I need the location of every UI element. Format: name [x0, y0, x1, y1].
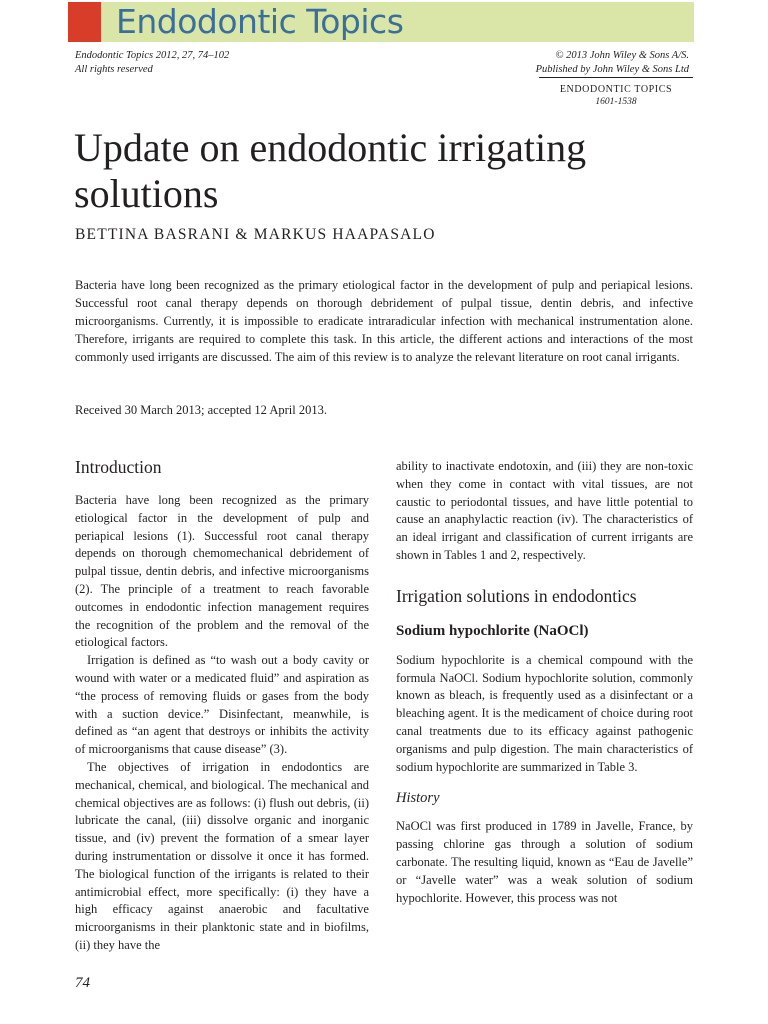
intro-paragraph: The objectives of irrigation in endodontics are mechanical, chemical, and biological. The mechanical and chemical objectives are as follows: (i) flush out debris, (ii) lubricate the canal, (iii) dissolve organic and inorganic tissue, and (iv) prevent the formation of a smear layer during instrumentation or dissolve it once it has formed. The biological function of the irrigants is related to their antimicrobial effect, more specifically: (i) they have a high efficacy against anaerobic and facultative microorganisms in their planktonic state and in biofilms, (ii) they have the — [75, 759, 369, 952]
journal-name: ENDODONTIC TOPICS — [559, 84, 673, 95]
history-paragraph: NaOCl was first produced in 1789 in Javelle, France, by passing chlorine gas through a solution of sodium carbonate. The resulting liquid, known as “Eau de Javelle” or “Javelle water” was a weak solution of sodium hypochlorite. However, this process was not — [396, 819, 693, 905]
journal-issn: 1601-1538 — [595, 97, 637, 107]
intro-paragraph: Bacteria have long been recognized as the primary etiological factor in the development of pulp and periapical lesions (1). Successful root canal therapy depends on thorough chemomechanical debridement of pulpal tissue, dentin debris, and infective microorganisms (2). The principle of a treatment to reach favorable outcomes in endodontic infection management requires the recognition of the problem and the removal of the etiological factors. — [75, 493, 369, 650]
received-date: Received 30 March 2013; accepted 12 April 2013. — [75, 403, 328, 417]
section-heading: Irrigation solutions in endodontics — [396, 585, 637, 606]
intro-paragraph: Irrigation is defined as “to wash out a body cavity or wound with water or a medicated fluid” and aspiration as “the process of removing fluids or gases from the body with a suction device.” Disinfectant, meanwhile, is defined as “an agent that destroys or inhibits the activity of microorganisms that cause disease” (3). — [75, 653, 369, 757]
masthead-accent-block — [68, 2, 101, 42]
history-heading: History — [396, 790, 440, 807]
journal-identifier — [539, 77, 693, 109]
citation-line: Endodontic Topics 2012, 27, 74–102 — [75, 50, 230, 61]
article-title: Update on endodontic irrigating solutions — [74, 125, 587, 216]
subsection-heading: Sodium hypochlorite (NaOCl) — [396, 622, 589, 639]
subsection-paragraph: Sodium hypochlorite is a chemical compound with the formula NaOCl. Sodium hypochlorite solution, commonly known as bleach, is frequently used as a disinfectant or a bleaching agent. It is the medicament of choice during root canal treatments due to its efficacy against pathogenic organisms and pulp digestion. The main characteristics of sodium hypochlorite are summarized in Table 3. — [396, 652, 693, 774]
article-authors: BETTINA BASRANI & MARKUS HAAPASALO — [75, 226, 436, 243]
publisher-block — [536, 49, 689, 77]
publisher-line: Published by John Wiley & Sons Ltd — [535, 64, 689, 75]
continuation-paragraph: ability to inactivate endotoxin, and (iii) they are non-toxic when they come in contact with vital tissues, are not caustic to periodontal tissues, and have little potential to cause an anaphylactic reaction (iv). The characteristics of an ideal irrigant and classification of current irrigants are shown in Tables 1 and 2, respectively. — [396, 459, 693, 562]
left-column — [75, 456, 369, 955]
introduction-heading: Introduction — [75, 457, 162, 477]
citation-block — [75, 49, 229, 77]
journal-masthead — [68, 2, 694, 42]
masthead-title: Endodontic Topics — [116, 2, 404, 41]
article-abstract: Bacteria have long been recognized as the primary etiological factor in the development of pulp and periapical lesions. Successful root canal therapy depends on thorough debridement of pulpal tissue, dentin debris, and infective microorganisms. Currently, it is impossible to eradicate intraradicular infection with mechanical instrumentation alone. Therefore, irrigants are required to complete this task. In this article, the different actions and interactions of the most commonly used irrigants are discussed. The aim of this review is to analyze the relevant literature on root canal irrigants. — [75, 278, 693, 364]
page-number: 74 — [75, 975, 90, 991]
rights-line: All rights reserved — [75, 64, 153, 75]
right-column — [396, 458, 693, 907]
copyright-line: © 2013 John Wiley & Sons A/S. — [555, 50, 689, 61]
